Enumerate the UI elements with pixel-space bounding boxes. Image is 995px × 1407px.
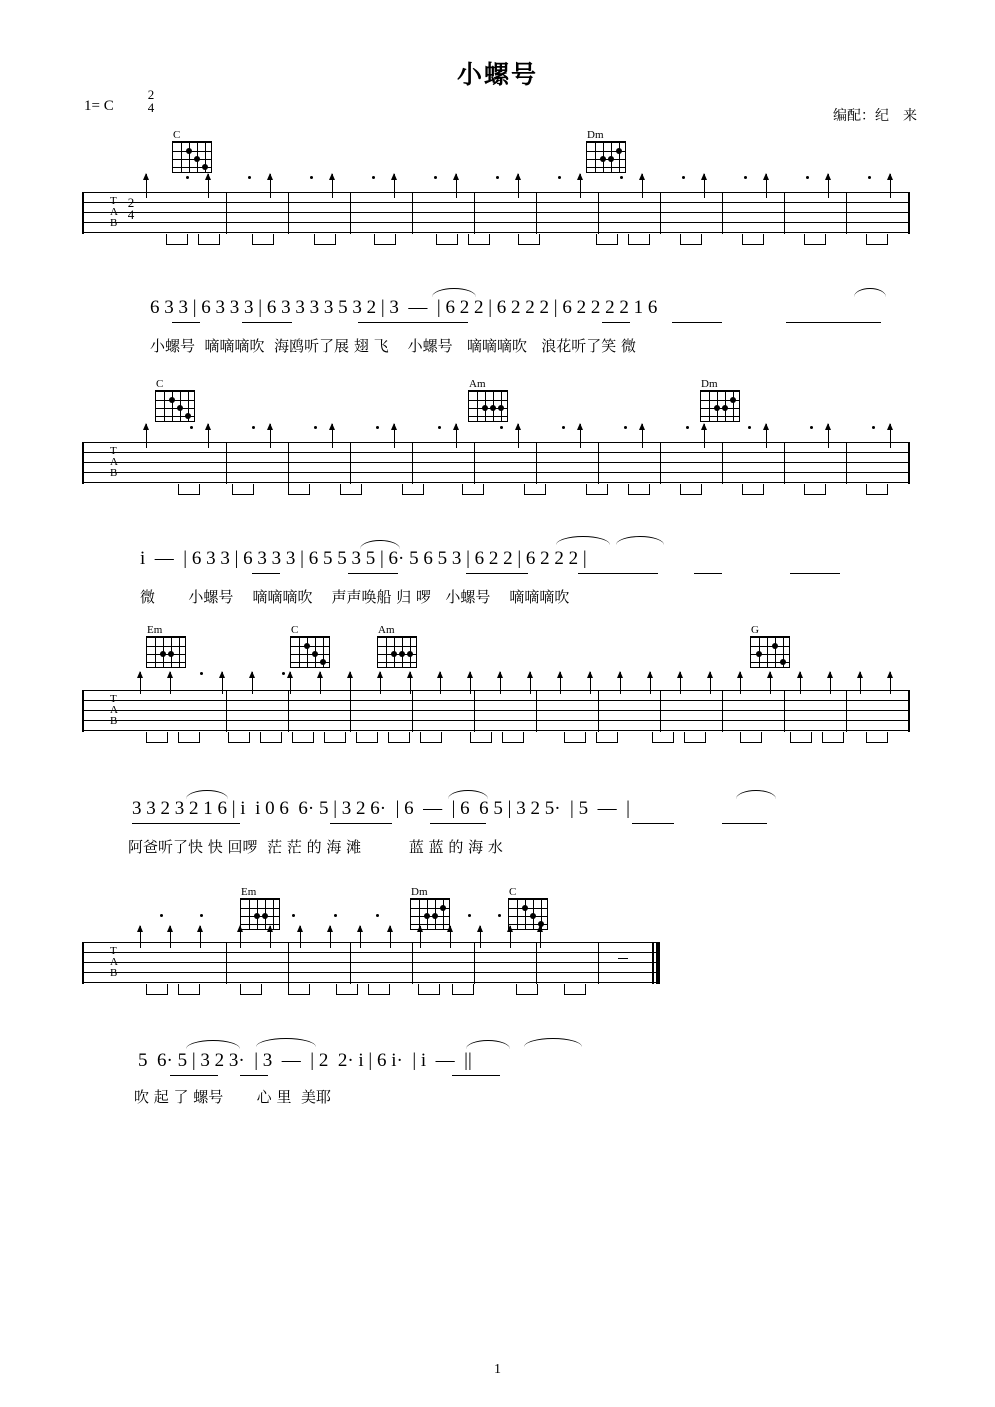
slur-12 — [524, 1038, 582, 1047]
page-title: 小螺号 — [456, 60, 538, 89]
lyrics-line-4: 吹 起 了 螺号 心 里 美耶 — [134, 1088, 331, 1106]
chord-grid — [410, 898, 450, 930]
chord-name: Em — [241, 886, 257, 898]
time-signature-numerator: 2 — [147, 87, 155, 102]
melody-line-3: 3 3 2 3 2 1 6 | i i 0 6 6· 5 | 3 2 6· | 6 — | 6 6 5 | 3 2 5· | 5 — | — [132, 798, 630, 819]
tab-clef-letters-1: T A B — [110, 195, 118, 229]
chord-name: Em — [147, 624, 163, 636]
chord-name: Dm — [701, 378, 718, 390]
tab-clef-letters-2: T A B — [110, 445, 118, 479]
chord-name: Am — [378, 624, 395, 636]
slur-8 — [736, 790, 776, 799]
chord-name: Am — [469, 378, 486, 390]
tab-time-signature-1: 2 4 — [127, 195, 135, 222]
slur-10 — [256, 1038, 316, 1047]
slur-6 — [186, 790, 228, 799]
chord-diagram-am-2 — [468, 378, 514, 422]
chord-diagram-g-3 — [750, 624, 796, 668]
key-signature: 1= C — [84, 98, 114, 114]
melody-line-2: i — | 6 3 3 | 6 3 3 3 | 6 5 5 3 5 | 6· 5 6 5 3 | 6 2 2 | 6 2 2 2 | — [140, 548, 587, 569]
chord-diagram-c-3 — [290, 624, 336, 668]
chord-name: Dm — [587, 129, 604, 141]
time-signature-denominator: 4 — [147, 100, 155, 115]
slur-7 — [448, 790, 488, 799]
chord-diagram-am-3 — [377, 624, 423, 668]
slur-2 — [854, 288, 886, 297]
tab-staff-3 — [82, 690, 910, 732]
arranger-credit: 编配：纪 来 — [833, 108, 917, 124]
melody-line-1: 6 3 3 | 6 3 3 3 | 6 3 3 3 3 5 3 2 | 3 — | 6 2 2 | 6 2 2 2 | 6 2 2 2 2 1 6 — [150, 297, 658, 318]
chord-grid — [290, 636, 330, 668]
slur-9 — [186, 1040, 240, 1049]
chord-diagram-dm-2 — [700, 378, 746, 422]
tab-clef-letters-4: T A B — [110, 945, 118, 979]
chord-diagram-em-3 — [146, 624, 192, 668]
lyrics-line-1: 小螺号 嘀嘀嘀吹 海鸥听了展 翅 飞 小螺号 嘀嘀嘀吹 浪花听了笑 微 — [150, 337, 637, 355]
chord-grid — [377, 636, 417, 668]
chord-grid — [240, 898, 280, 930]
tab-staff-2 — [82, 442, 910, 484]
chord-name: G — [751, 624, 759, 636]
chord-grid — [468, 390, 508, 422]
chord-diagram-em-4 — [240, 886, 286, 930]
slur-1 — [432, 288, 476, 297]
tab-clef-letters-3: T A B — [110, 693, 118, 727]
chord-name: Dm — [411, 886, 428, 898]
chord-name: C — [173, 129, 181, 141]
melody-line-4: 5 6· 5 | 3 2 3· | 3 — | 2 2· i | 6 i· | i — || — [138, 1050, 472, 1071]
chord-grid — [750, 636, 790, 668]
chord-grid — [155, 390, 195, 422]
chord-diagram-c-2 — [155, 378, 201, 422]
tab-tie-dash — [618, 958, 628, 959]
chord-grid — [700, 390, 740, 422]
chord-name: C — [509, 886, 517, 898]
tab-staff-4 — [82, 942, 660, 984]
chord-grid — [146, 636, 186, 668]
page-number: 1 — [494, 1362, 501, 1377]
slur-4 — [556, 536, 610, 545]
lyrics-line-3: 阿爸听了快 快 回啰 茫 茫 的 海 滩 蓝 蓝 的 海 水 — [128, 838, 503, 856]
chord-diagram-dm-4 — [410, 886, 456, 930]
chord-diagram-c-4 — [508, 886, 554, 930]
chord-name: C — [156, 378, 164, 390]
chord-name: C — [291, 624, 299, 636]
slur-3 — [360, 540, 400, 549]
lyrics-line-2: 微 小螺号 嘀嘀嘀吹 声声唤船 归 啰 小螺号 嘀嘀嘀吹 — [140, 588, 570, 606]
slur-5 — [616, 536, 664, 545]
slur-11 — [466, 1040, 510, 1049]
